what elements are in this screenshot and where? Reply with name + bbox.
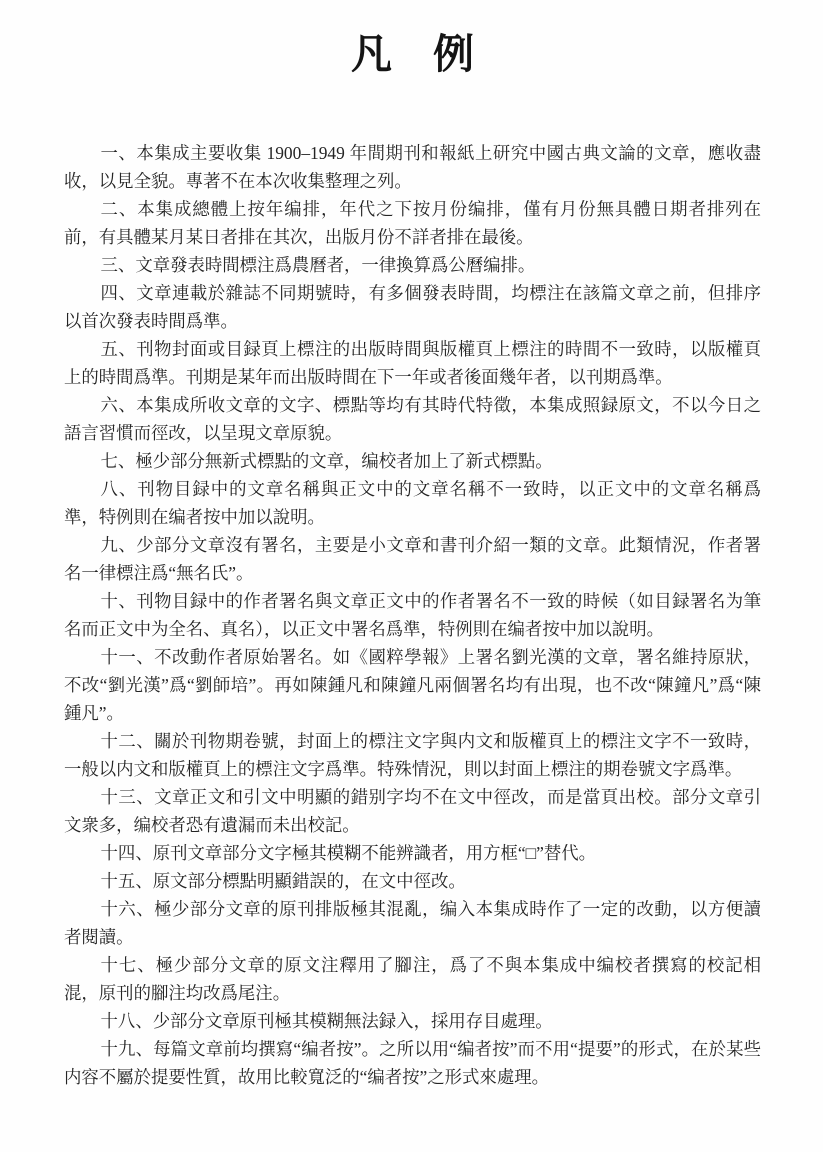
convention-item-4: 四、文章連載於雜誌不同期號時，有多個發表時間，均標注在該篇文章之前，但排序以首次發表時間爲準。	[64, 283, 761, 332]
convention-item-7: 七、極少部分無新式標點的文章，编校者加上了新式標點。	[100, 451, 553, 472]
convention-item-19: 十九、每篇文章前均撰寫“编者按”。之所以用“编者按”而不用“提要”的形式，在於某些内容不屬於提要性質，故用比較寬泛的“编者按”之形式來處理。	[64, 1039, 761, 1088]
convention-item-15: 十五、原文部分標點明顯錯誤的，在文中徑改。	[100, 871, 466, 892]
convention-item-6: 六、本集成所收文章的文字、標點等均有其時代特徵，本集成照録原文，不以今日之語言習慣而徑改，以呈現文章原貌。	[64, 395, 761, 444]
convention-item-14: 十四、原刊文章部分文字極其模糊不能辨識者，用方框“□”替代。	[100, 843, 597, 864]
convention-item-13: 十三、文章正文和引文中明顯的錯别字均不在文中徑改，而是當頁出校。部分文章引文衆多，编校者恐有遺漏而未出校記。	[64, 787, 761, 836]
convention-item-17: 十七、極少部分文章的原文注釋用了腳注，爲了不與本集成中编校者撰寫的校記相混，原刊的腳注均改爲尾注。	[64, 955, 761, 1004]
page-title: 凡 例	[351, 31, 474, 77]
conventions-list	[64, 139, 761, 1091]
convention-item-18: 十八、少部分文章原刊極其模糊無法録入，採用存目處理。	[100, 1011, 553, 1032]
convention-item-10: 十、刊物目録中的作者署名與文章正文中的作者署名不一致的時候（如目録署名为筆名而正文中为全名、真名），以正文中署名爲準，特例則在编者按中加以說明。	[64, 591, 761, 640]
convention-item-9: 九、少部分文章沒有署名，主要是小文章和書刊介紹一類的文章。此類情況，作者署名一律標注爲“無名氏”。	[64, 535, 761, 584]
convention-item-12: 十二、關於刊物期卷號，封面上的標注文字與内文和版權頁上的標注文字不一致時，一般以内文和版權頁上的標注文字爲準。特殊情況，則以封面上標注的期卷號文字爲準。	[64, 731, 761, 780]
convention-item-5: 五、刊物封面或目録頁上標注的出版時間與版權頁上標注的時間不一致時，以版權頁上的時間爲準。刊期是某年而出版時間在下一年或者後面幾年者，以刊期爲準。	[64, 339, 761, 388]
convention-item-16: 十六、極少部分文章的原刊排版極其混亂，编入本集成時作了一定的改動，以方便讀者閱讀。	[64, 899, 761, 948]
convention-item-3: 三、文章發表時間標注爲農曆者，一律換算爲公曆编排。	[100, 255, 536, 276]
convention-item-2: 二、本集成總體上按年编排，年代之下按月份编排，僅有月份無具體日期者排列在前，有具體某月某日者排在其次，出版月份不詳者排在最後。	[64, 199, 761, 248]
convention-item-8: 八、刊物目録中的文章名稱與正文中的文章名稱不一致時，以正文中的文章名稱爲準，特例則在编者按中加以說明。	[64, 479, 761, 528]
convention-item-1: 一、本集成主要收集 1900–1949 年間期刊和報紙上研究中國古典文論的文章，應收盡收，以見全貌。專著不在本次收集整理之列。	[64, 143, 761, 192]
convention-item-11: 十一、不改動作者原始署名。如《國粹學報》上署名劉光漢的文章，署名維持原狀，不改“劉光漢”爲“劉師培”。再如陳鍾凡和陳鐘凡兩個署名均有出現，也不改“陳鐘凡”爲“陳鍾凡”。	[64, 647, 761, 724]
